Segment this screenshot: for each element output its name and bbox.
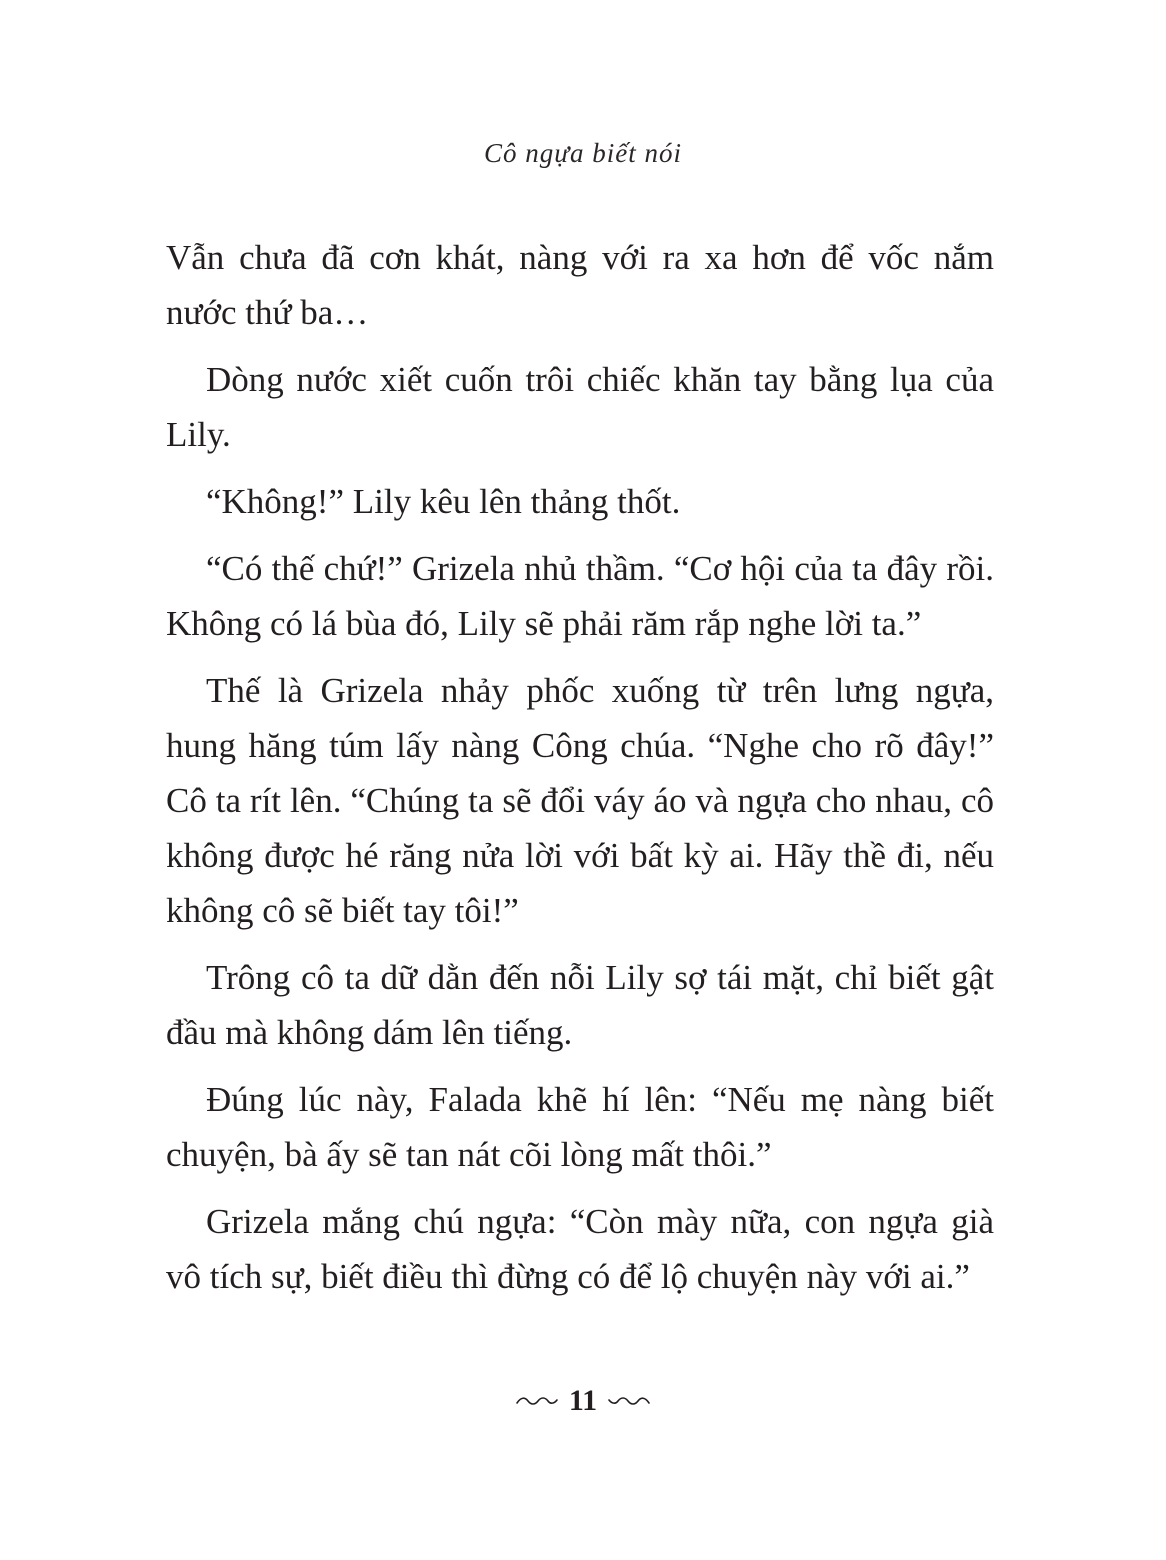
paragraph: Dòng nước xiết cuốn trôi chiếc khăn tay bằng lụa của Lily. xyxy=(166,360,994,454)
paragraph: “Không!” Lily kêu lên thảng thốt. xyxy=(206,482,681,521)
right-flourish-icon xyxy=(607,1394,651,1408)
left-flourish-icon xyxy=(515,1394,559,1408)
page-number-footer xyxy=(0,1384,1166,1418)
paragraph: “Có thế chứ!” Grizela nhủ thầm. “Cơ hội của ta đây rồi. Không có lá bùa đó, Lily sẽ phải răm rắp nghe lời ta.” xyxy=(166,549,994,643)
paragraph: Đúng lúc này, Falada khẽ hí lên: “Nếu mẹ nàng biết chuyện, bà ấy sẽ tan nát cõi lòng mất thôi.” xyxy=(166,1080,994,1174)
paragraph: Thế là Grizela nhảy phốc xuống từ trên lưng ngựa, hung hăng túm lấy nàng Công chúa. “Nghe cho rõ đây!” Cô ta rít lên. “Chúng ta sẽ đổi váy áo và ngựa cho nhau, cô không được hé răng nửa lời với bất kỳ ai. Hãy thề đi, nếu không cô sẽ biết tay tôi!” xyxy=(166,671,994,930)
page-number: 11 xyxy=(568,1384,598,1417)
paragraph: Trông cô ta dữ dằn đến nỗi Lily sợ tái mặt, chỉ biết gật đầu mà không dám lên tiếng. xyxy=(166,958,994,1052)
running-header: Cô ngựa biết nói xyxy=(484,138,682,168)
paragraph: Grizela mắng chú ngựa: “Còn mày nữa, con ngựa già vô tích sự, biết điều thì đừng có để lộ chuyện này với ai.” xyxy=(166,1202,994,1296)
body-text xyxy=(166,230,994,1304)
paragraph: Vẫn chưa đã cơn khát, nàng với ra xa hơn để vốc nắm nước thứ ba… xyxy=(166,238,994,332)
